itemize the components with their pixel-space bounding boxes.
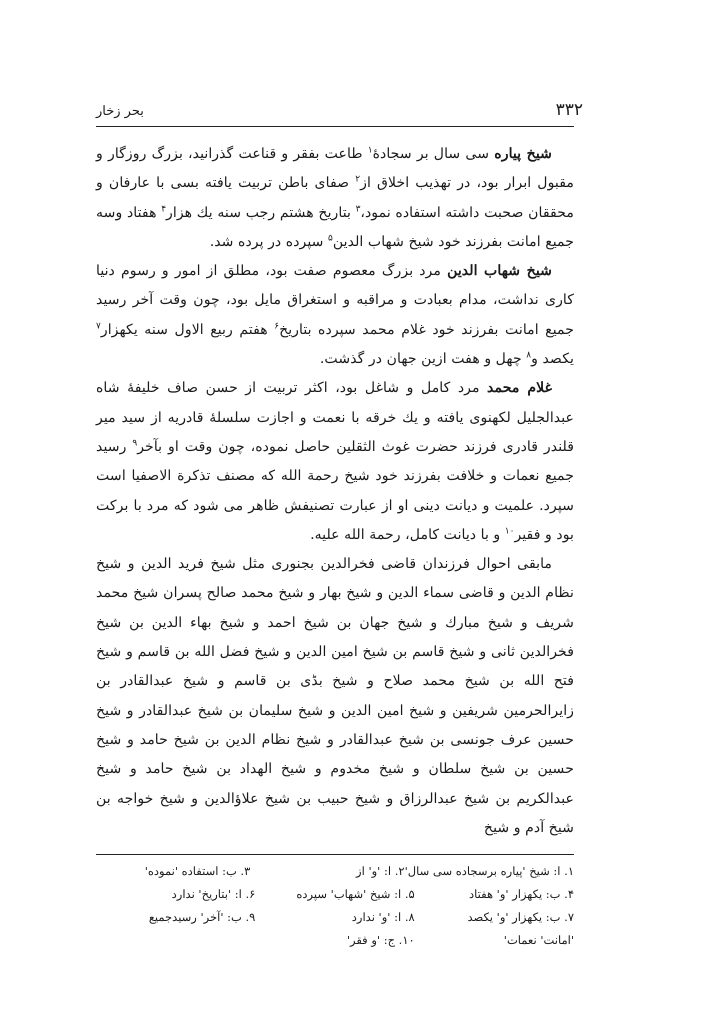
paragraph	[96, 140, 574, 257]
footnote-marker: ۱	[367, 145, 373, 156]
paragraph	[96, 374, 574, 550]
footnote-entry: ۱. ا: شیخ 'پیاره برسجاده سی سال'	[404, 864, 574, 878]
footnote-marker: ۶	[274, 321, 280, 332]
footnote-row	[96, 883, 574, 906]
page-number: ۳۳۲	[555, 100, 583, 120]
footnote-entry: ۱۰. ج: 'و فقر'	[346, 933, 415, 947]
paragraph	[96, 550, 574, 843]
footnote-marker: ۹	[132, 438, 138, 449]
text-segment: رسید جمیع نعمات و خلافت بفرزند خود شیخ رحمة الله که مصنف تذکرة الاصفیا است سپرد. علمیت و دیانت دینی او از عبارت تصنیفش ظاهر می شود که مرد با برکت بود و فقیر	[96, 438, 574, 543]
footnote-marker: ۲	[355, 174, 361, 185]
running-title: بحر زخار	[96, 104, 144, 119]
text-segment: و با دیانت کامل، رحمة الله علیه.	[310, 526, 505, 543]
text-segment: هفتاد وسه جمیع امانت بفرزند خود شیخ شهاب الدین	[96, 204, 574, 250]
footnote-entry: 'امانت' نعمات'	[503, 933, 574, 947]
footnote-rule	[96, 854, 574, 855]
text-segment: مابقی احوال فرزندان قاضی فخرالدین بجنوری مثل شیخ فرید الدین و شیخ نظام الدین و قاضی سماء الدین و شیخ بهار و شیخ محمد صالح پسران شیخ محمد شریف و شیخ مبارك و شیخ جهان بن شیخ احمد و شیخ بهاء الدین بن شیخ فخرالدین ثانی و شیخ قاسم بن شیخ امین الدین و شیخ فضل الله بن قاسم و شیخ فتح الله بن شیخ محمد صلاح و شیخ بڈی بن قاسم و شیخ عبدالقادر بن زایرالحرمین شریفین و شیخ امین الدین و شیخ سلیمان بن شیخ عبدالقادر و شیخ حسین عرف جونسی بن شیخ عبدالقادر و شیخ نظام الدین بن شیخ حامد و شیخ حسین بن شیخ سلطان و شیخ مخدوم و شیخ الهداد بن شیخ حامد و شیخ عبدالکریم بن شیخ عبدالرزاق و شیخ حبیب بن شیخ علاؤالدین و شیخ خواجه بن شیخ آدم و شیخ	[96, 556, 574, 836]
text-segment: هفتم ربیع الاول سنه یکهزار	[100, 321, 275, 338]
footnote-entry: ۶. ا: 'بتاریخ' ندارد	[171, 887, 256, 901]
text-segment: مرد بزرگ معصوم صفت بود، مطلق از امور و رسوم دنیا کاری نداشت، مدام بعبادت و مراقبه و استغراق مایل بود، چون وقت آخر رسید جمیع امانت بفرزند خود غلام محمد سپرده بتاریخ	[96, 263, 574, 338]
footnote-marker: ۴	[161, 203, 167, 214]
body-text	[96, 140, 574, 843]
footnote-marker: ۸	[526, 350, 532, 361]
text-segment: سی سال بر سجادهٔ	[372, 146, 495, 162]
footnote-entry: ۲. ا: 'و' از	[356, 864, 405, 878]
footnote-row	[96, 860, 574, 883]
footnote-entry: ۵. ا: شیخ 'شهاب' سپرده	[296, 887, 415, 901]
footnote-marker: ۵	[328, 233, 333, 244]
header-rule	[96, 126, 574, 127]
person-name: شیخ پیاره	[494, 146, 553, 162]
footnote-entry: ۴. ب: یکهزار 'و' هفتاد	[469, 887, 574, 901]
text-segment: بتاریخ هشتم رجب سنه یك هزار	[166, 204, 356, 221]
text-segment: صفای باطن تربیت یافته بسی با عارفان و محققان صحبت داشته استفاده نمود،	[96, 175, 574, 221]
footnotes	[96, 860, 574, 952]
footnote-row	[96, 906, 574, 929]
person-name: شیخ شهاب الدین	[447, 263, 552, 280]
text-segment: سپرده در پرده شد.	[209, 233, 329, 250]
footnote-marker: ۷	[96, 321, 101, 332]
text-segment: یکصد و	[531, 351, 574, 368]
text-segment: چهل و هفت ازین جهان در گذشت.	[319, 351, 527, 368]
footnote-entry: ۳. ب: استفاده 'نموده'	[144, 864, 251, 878]
text-segment: مرد کامل و شاغل بود، اکثر تربیت از حسن صاف خلیفهٔ شاه عبدالجلیل لکهنوی یافته و یك خرقه با نعمت و اجازت سلسلهٔ قادریه از سید میر قلندر قادری فرزند حضرت غوث الثقلین حاصل نموده، چون وقت او بآخر	[96, 380, 574, 455]
footnote-row	[96, 929, 574, 952]
footnote-marker: ۱۰	[504, 526, 515, 537]
footnote-marker: ۳	[355, 203, 361, 214]
person-name: غلام محمد	[487, 380, 553, 397]
paragraph	[96, 257, 574, 374]
footnote-entry	[96, 929, 255, 952]
footnote-entry: ۹. ب: 'آخر' رسیدجمیع	[148, 910, 256, 924]
footnote-entry: ۷. ب: یکهزار 'و' یکصد	[467, 910, 574, 924]
footnote-entry: ۸. ا: 'و' ندارد	[351, 910, 415, 924]
text-segment: طاعت بفقر و قناعت گذرانید، بزرگ روزگار و مقبول ابرار بود، در تهذیب اخلاق از	[96, 146, 574, 192]
